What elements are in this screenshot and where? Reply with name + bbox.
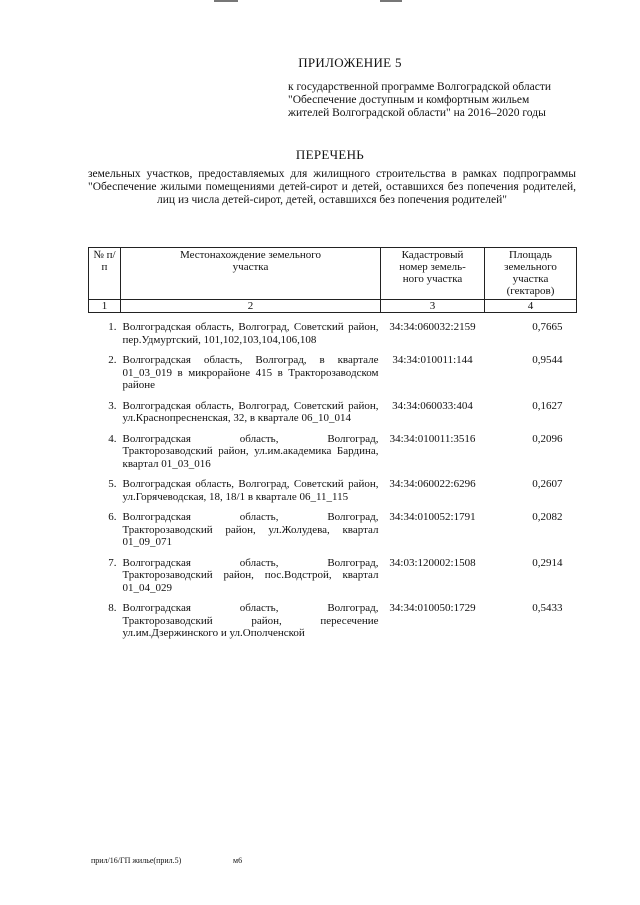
row-location: Волгоградская область, Волгоград, Тракторозаводский район, ул.Жолудева, квартал 01_09_071	[122, 511, 379, 548]
subtitle-line: к государственной программе Волгоградской области	[288, 81, 551, 93]
header-no: № п/п	[89, 248, 121, 300]
row-location: Волгоградская область, Волгоград, Тракторозаводский район, пос.Водстрой, квартал 01_04_029	[122, 556, 379, 594]
row-area: 0,1627	[532, 399, 563, 412]
table-row	[89, 354, 577, 392]
table-row	[89, 478, 577, 503]
row-area: 0,5433	[532, 602, 563, 614]
column-number: 1	[89, 300, 121, 313]
row-spacer	[89, 392, 577, 400]
row-number: 3.	[108, 399, 117, 412]
footer-file-name: прил/16/ГП жилье(прил.5)	[91, 856, 182, 865]
land-plots-table	[88, 247, 577, 640]
row-number: 8.	[108, 602, 117, 614]
column-number-row	[89, 300, 577, 313]
table-header-row	[89, 248, 577, 300]
subtitle-line: "Обеспечение доступным и комфортным жильем	[288, 94, 530, 106]
row-spacer	[89, 594, 577, 602]
row-area: 0,2096	[532, 432, 563, 445]
row-area: 0,2607	[532, 478, 563, 490]
row-cadastral-number: 34:34:010011:3516	[389, 432, 476, 445]
row-spacer	[89, 470, 577, 478]
row-number: 1.	[108, 321, 117, 333]
column-number: 2	[121, 300, 381, 313]
row-number: 6.	[108, 511, 117, 523]
table-row	[89, 433, 577, 471]
header-location: Местонахождение земельного участка	[121, 248, 381, 300]
scan-marks	[0, 0, 640, 6]
column-number: 3	[381, 300, 485, 313]
row-cadastral-number: 34:34:060033:404	[392, 399, 473, 412]
row-spacer	[89, 549, 577, 557]
row-number: 5.	[108, 478, 117, 490]
row-number: 7.	[108, 556, 117, 569]
row-location: Волгоградская область, Волгоград, Советский район, ул.Краснопресненская, 32, в квартале 06_10_014	[122, 399, 379, 424]
appendix-title: ПРИЛОЖЕНИЕ 5	[298, 55, 402, 70]
column-number: 4	[485, 300, 577, 313]
row-spacer	[89, 346, 577, 354]
row-location: Волгоградская область, Волгоград, Тракторозаводский район, пересечение ул.им.Дзержинского и ул.Ополченской	[122, 602, 379, 639]
row-location: Волгоградская область, Волгоград, Советский район, ул.Горячеводская, 18, 18/1 в квартале 06_11_115	[122, 478, 379, 503]
row-location: Волгоградская область, Волгоград, Тракторозаводский район, ул.им.академика Бардина, квартал 01_03_016	[122, 432, 379, 470]
row-area: 0,9544	[532, 354, 563, 366]
header-area: Площадь земельного участка (гектаров)	[485, 248, 577, 300]
table-row	[89, 321, 577, 346]
subtitle-line: жителей Волгоградской области" на 2016–2020 годы	[288, 107, 546, 119]
table-row	[89, 400, 577, 425]
row-cadastral-number: 34:34:060022:6296	[389, 478, 476, 490]
table-row	[89, 557, 577, 595]
list-title: ПЕРЕЧЕНЬ	[295, 147, 365, 162]
row-location: Волгоградская область, Волгоград, Советский район, пер.Удмуртский, 101,102,103,104,106,108	[122, 321, 379, 346]
row-cadastral-number: 34:34:010052:1791	[389, 511, 476, 523]
row-cadastral-number: 34:34:010011:144	[392, 354, 473, 366]
table-row	[89, 511, 577, 549]
row-cadastral-number: 34:34:060032:2159	[389, 321, 476, 333]
row-number: 2.	[108, 354, 117, 366]
row-area: 0,7665	[532, 321, 563, 333]
table-body	[89, 313, 577, 640]
row-cadastral-number: 34:34:010050:1729	[389, 602, 476, 614]
footer-code: м6	[233, 856, 243, 865]
row-location: Волгоградская область, Волгоград, в квартале 01_03_019 в микрорайоне 415 в Тракторозаводском районе	[122, 354, 379, 391]
row-area: 0,2914	[532, 556, 563, 569]
table-row	[89, 602, 577, 640]
row-spacer	[89, 313, 577, 322]
row-number: 4.	[108, 432, 117, 445]
row-spacer	[89, 503, 577, 511]
list-description: земельных участков, предоставляемых для жилищного строительства в рамках подпрограммы "Обеспечение жилыми помещениями детей-сирот и детей, оставшихся без попечения родителей, лиц из числа детей-сирот, детей, оставшихся без попечения родителей"	[88, 168, 576, 206]
row-spacer	[89, 425, 577, 433]
header-cadastral: Кадастровый номер земель-ного участка	[381, 248, 485, 300]
row-area: 0,2082	[532, 511, 563, 523]
appendix-subtitle	[288, 81, 588, 120]
row-cadastral-number: 34:03:120002:1508	[389, 556, 476, 569]
